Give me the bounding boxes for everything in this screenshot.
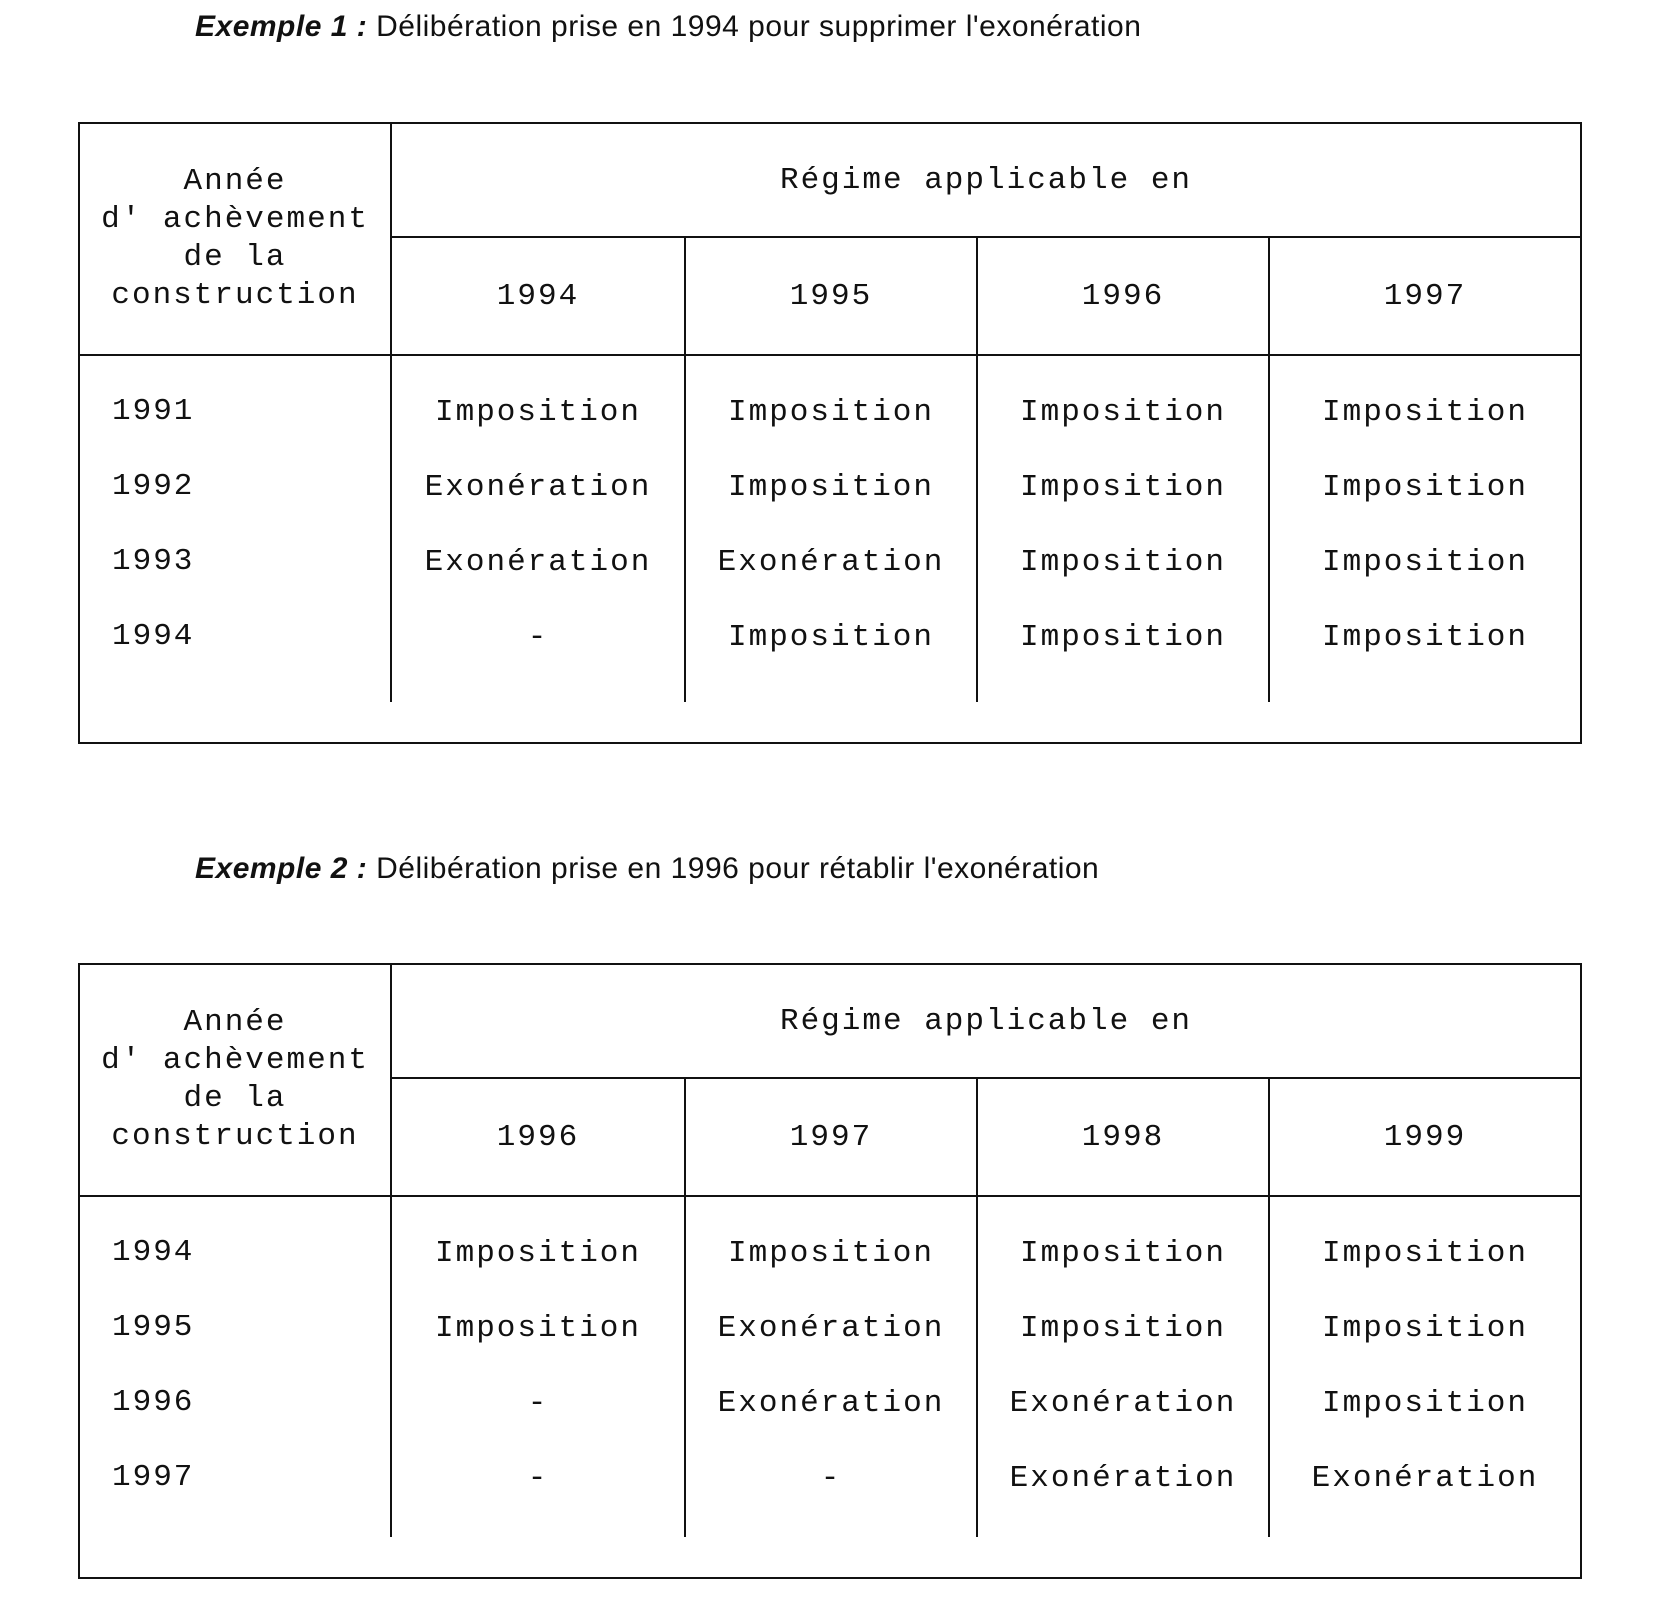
year-column-header: 1996 [392, 1079, 684, 1197]
regime-header: Régime applicable en [392, 965, 1580, 1079]
year-column-header: 1996 [978, 238, 1268, 356]
row-year: 1991 [112, 394, 195, 429]
row-year: 1997 [112, 1460, 195, 1495]
regime-cell: Imposition [727, 619, 935, 655]
regime-cell: Imposition [727, 394, 935, 430]
regime-cell: Exonération [1009, 1460, 1237, 1496]
year-column-header: 1998 [978, 1079, 1268, 1197]
regime-cell: Imposition [727, 1235, 935, 1271]
regime-cell: Imposition [1019, 619, 1227, 655]
regime-cell: - [820, 1460, 842, 1496]
regime-cell: Imposition [1019, 544, 1227, 580]
corner-header [80, 124, 390, 356]
corner-line: Année [183, 164, 287, 199]
regime-cell: - [527, 1460, 549, 1496]
corner-header [80, 965, 390, 1197]
regime-cell: Exonération [1311, 1460, 1539, 1496]
corner-line: construction [111, 1119, 359, 1154]
regime-cell: Exonération [717, 1310, 945, 1346]
regime-cell: Imposition [1321, 1310, 1529, 1346]
regime-cell: Imposition [1019, 1310, 1227, 1346]
example-1-text: Délibération prise en 1994 pour supprimer l'exonération [376, 10, 1142, 43]
regime-cell: Imposition [1321, 544, 1529, 580]
regime-cell: Imposition [1019, 394, 1227, 430]
regime-cell: - [527, 619, 549, 655]
row-year: 1994 [112, 1235, 195, 1270]
regime-cell: Imposition [434, 1310, 642, 1346]
row-year: 1995 [112, 1310, 195, 1345]
regime-cell: Imposition [434, 394, 642, 430]
regime-cell: Imposition [1321, 1385, 1529, 1421]
regime-cell: Imposition [1321, 469, 1529, 505]
row-year: 1994 [112, 619, 195, 654]
regime-header: Régime applicable en [392, 124, 1580, 238]
year-column-header: 1999 [1270, 1079, 1580, 1197]
year-column-header: 1994 [392, 238, 684, 356]
regime-cell: Imposition [1321, 394, 1529, 430]
regime-cell: Imposition [1321, 1235, 1529, 1271]
example-1-table [78, 122, 1582, 744]
regime-cell: Exonération [717, 544, 945, 580]
regime-cell: Exonération [717, 1385, 945, 1421]
example-2-table [78, 963, 1582, 1579]
example-2-lead: Exemple 2 : [195, 852, 368, 885]
regime-cell: Imposition [1019, 469, 1227, 505]
corner-line: d' achèvement [101, 202, 369, 237]
example-1-lead: Exemple 1 : [195, 10, 368, 43]
example-2-text: Délibération prise en 1996 pour rétablir l'exonération [376, 852, 1100, 885]
year-column-header: 1997 [1270, 238, 1580, 356]
regime-cell: Imposition [1019, 1235, 1227, 1271]
corner-line: d' achèvement [101, 1043, 369, 1078]
year-column-header: 1995 [686, 238, 976, 356]
regime-cell: Exonération [424, 544, 652, 580]
example-2-title [195, 852, 1099, 886]
regime-cell: Imposition [727, 469, 935, 505]
corner-line: Année [183, 1005, 287, 1040]
corner-line: de la [183, 240, 287, 275]
corner-line: construction [111, 278, 359, 313]
corner-line: de la [183, 1081, 287, 1116]
row-year: 1993 [112, 544, 195, 579]
regime-cell: Imposition [434, 1235, 642, 1271]
row-year: 1992 [112, 469, 195, 504]
example-1-title [195, 10, 1141, 44]
regime-cell: - [527, 1385, 549, 1421]
regime-cell: Imposition [1321, 619, 1529, 655]
year-column-header: 1997 [686, 1079, 976, 1197]
regime-cell: Exonération [424, 469, 652, 505]
regime-cell: Exonération [1009, 1385, 1237, 1421]
row-year: 1996 [112, 1385, 195, 1420]
